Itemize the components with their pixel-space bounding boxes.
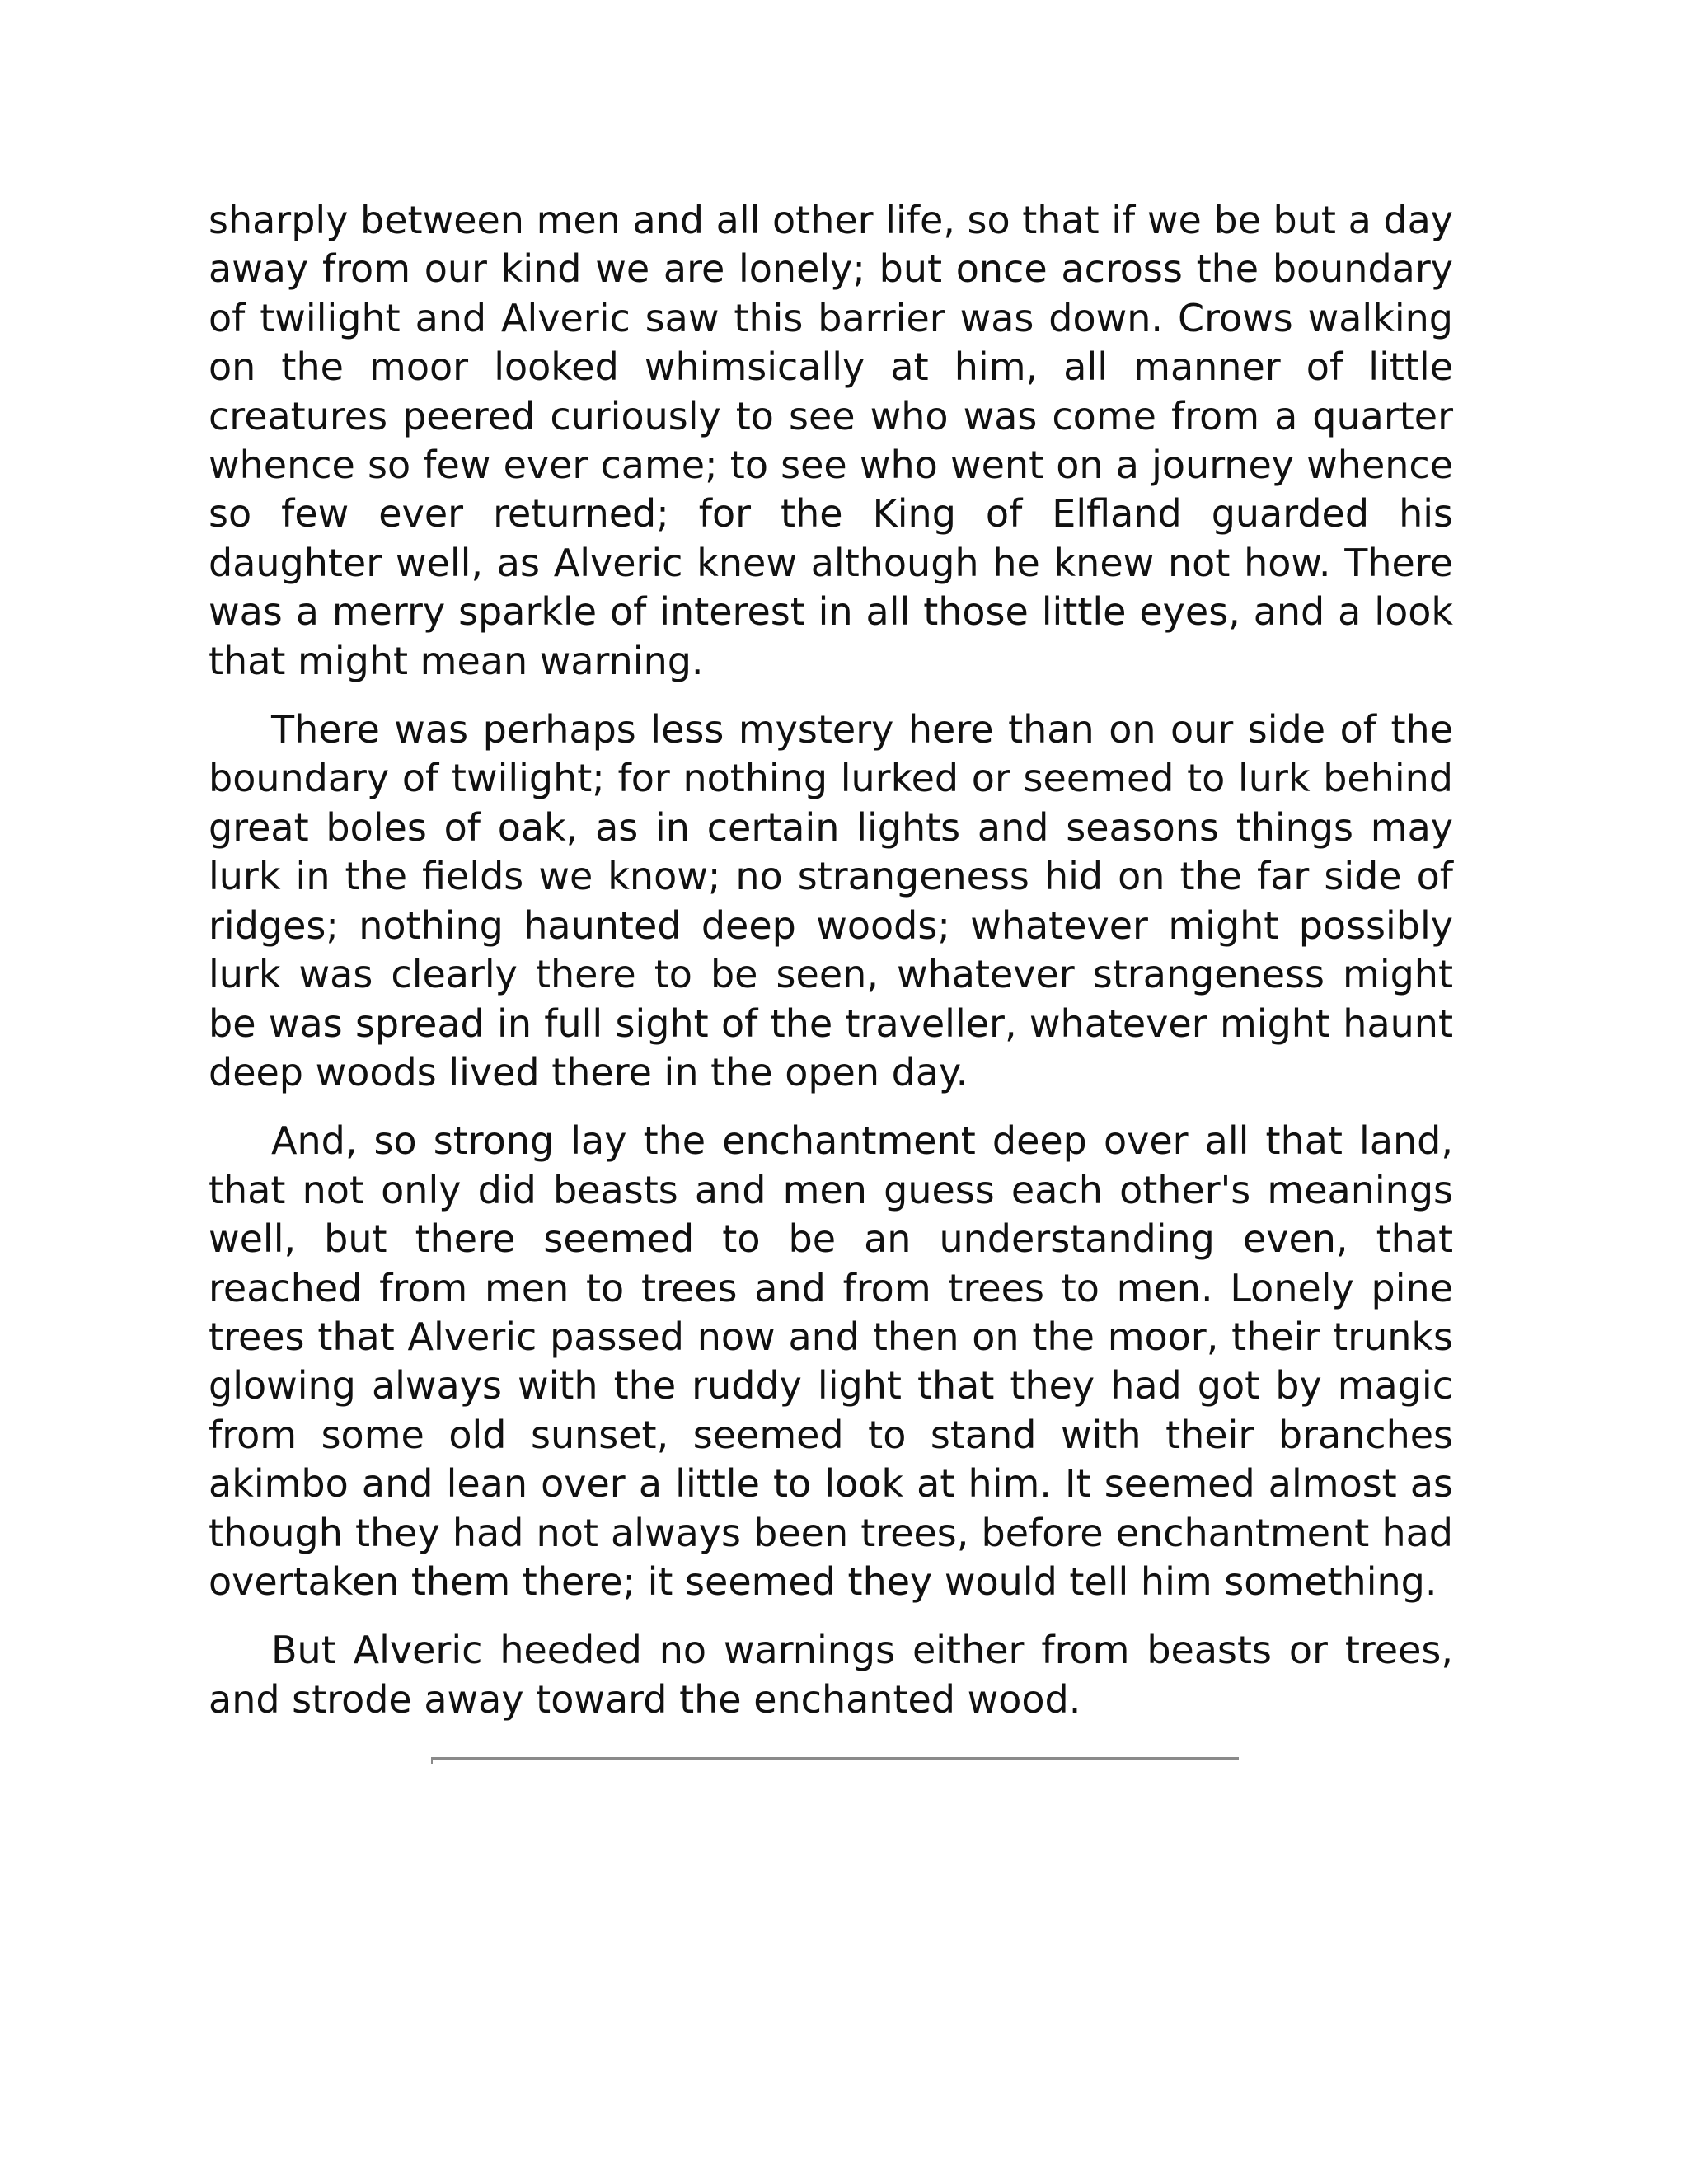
paragraph-3: And, so strong lay the enchantment deep over all that land, that not only did beasts and men guess each other's meanings well, but there seemed to be an understanding even, that reached from men to trees and from trees to men. Lonely pine trees that Alveric passed now and then on the moor, their trunks glowing always with the ruddy light that they had got by magic from some old sunset, seemed to stand with their branches akimbo and lean over a little to look at him. It seemed almost as though they had not always been trees, before enchantment had overtaken them there; it seemed they would tell him something. [209, 1118, 1453, 1604]
section-divider-tick [431, 1757, 433, 1764]
paragraph-2: There was perhaps less mystery here than on our side of the boundary of twilight; for nothing lurked or seemed to lurk behind great boles of oak, as in certain lights and seasons things may lurk in the fields we know; no strangeness hid on the far side of ridges; nothing haunted deep woods; whatever might possibly lurk was clearly there to be seen, whatever strangeness might be was spread in full sight of the traveller, whatever might haunt deep woods lived there in the open day. [209, 707, 1453, 1094]
body-text [209, 196, 1453, 1744]
paragraph-1: sharply between men and all other life, so that if we be but a day away from our kind we are lonely; but once across the boundary of twilight and Alveric saw this barrier was down. Crows walking on the moor looked whimsically at him, all manner of little creatures peered curiously to see who was come from a quarter whence so few ever came; to see who went on a journey whence so few ever returned; for the King of Elfland guarded his daughter well, as Alveric knew although he knew not how. There was a merry sparkle of interest in all those little eyes, and a look that might mean warning. [209, 198, 1453, 683]
section-divider [431, 1757, 1239, 1760]
paragraph-4: But Alveric heeded no warnings either from beasts or trees, and strode away toward the enchanted wood. [209, 1628, 1453, 1722]
